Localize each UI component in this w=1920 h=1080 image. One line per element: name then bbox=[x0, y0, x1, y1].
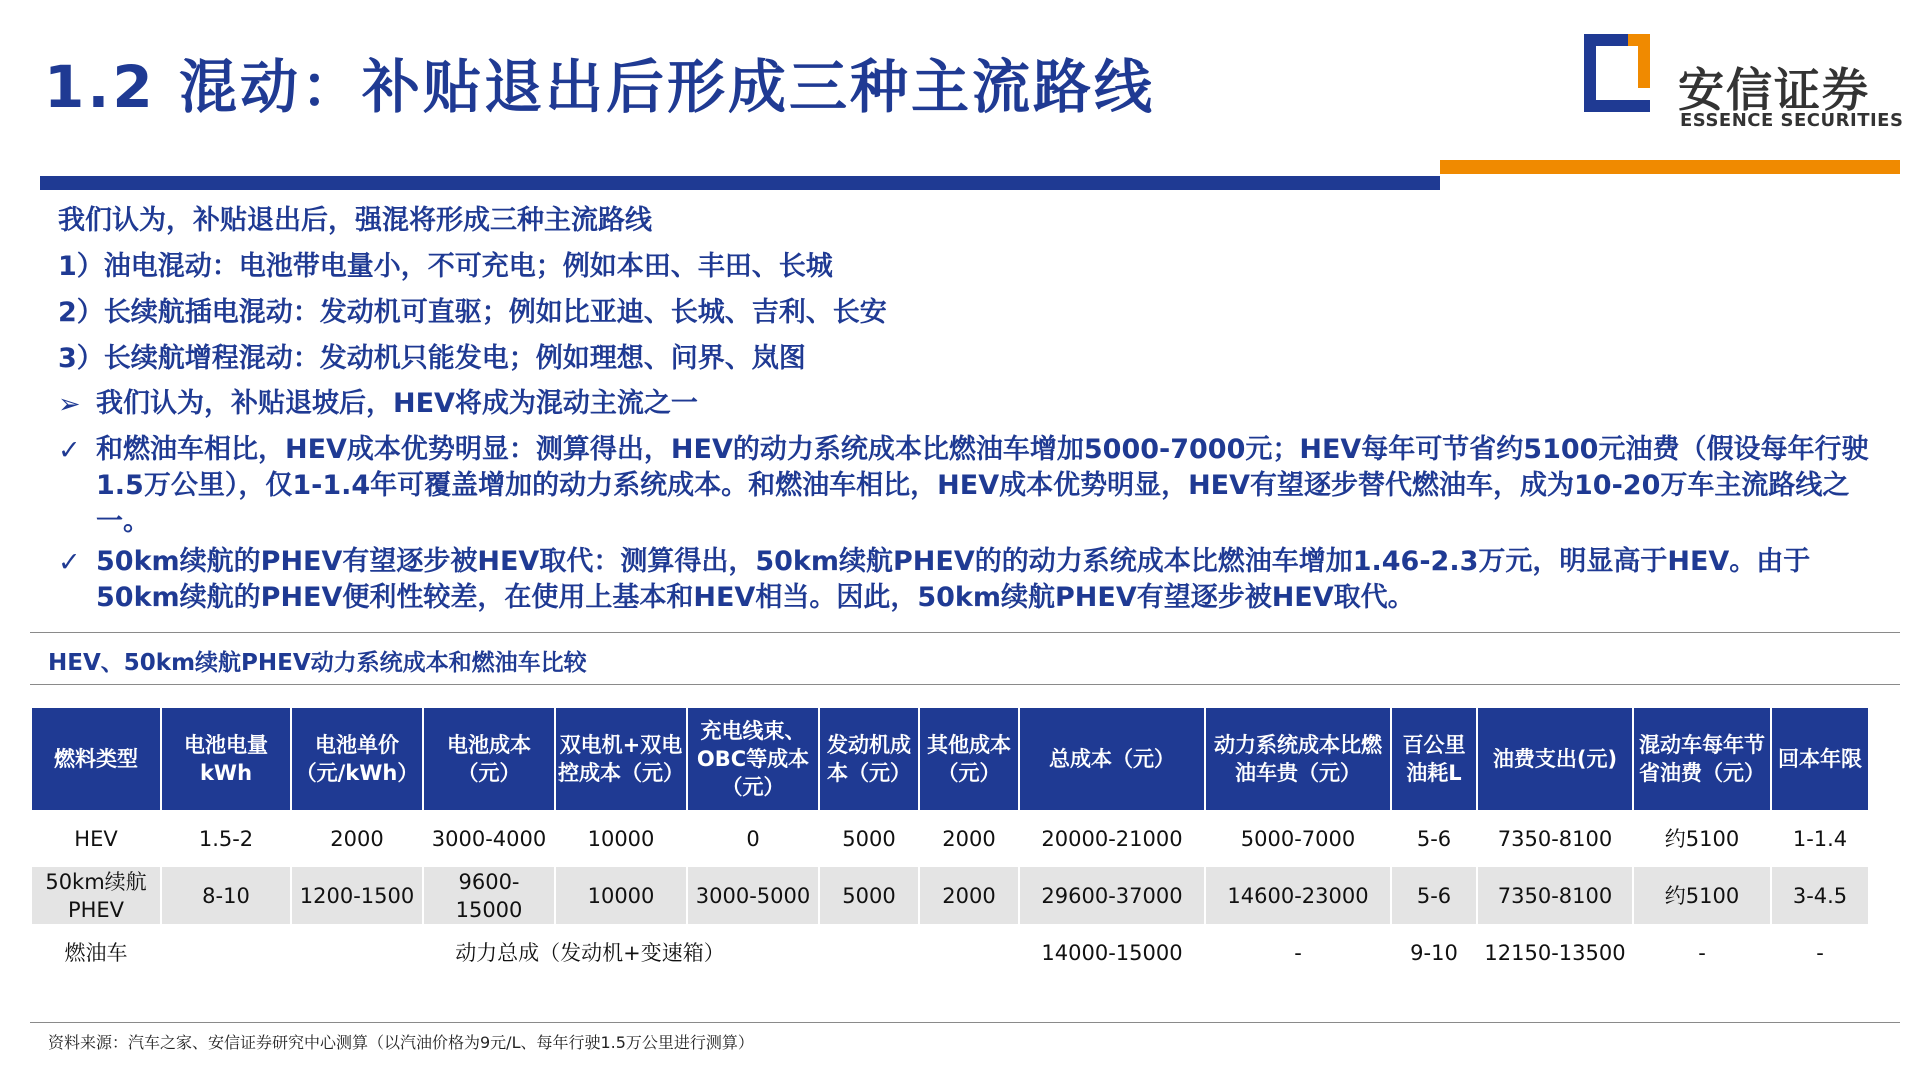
header-cell: 总成本（元） bbox=[1020, 708, 1204, 810]
table-title: HEV、50km续航PHEV动力系统成本和燃油车比较 bbox=[48, 650, 587, 676]
table-cell: 12150-13500 bbox=[1484, 940, 1626, 965]
table-cell: 10000 bbox=[556, 867, 686, 924]
table-cell: 5000 bbox=[842, 826, 896, 851]
check-point-text: 和燃油车相比，HEV成本优势明显：测算得出，HEV的动力系统成本比燃油车增加5000-7000元；HEV每年可节省约5100元油费（假设每年行驶1.5万公里），仅1-1.4年可覆盖增加的动力系统成本。和燃油车相比，HEV成本优势明显，HEV有望逐步替代燃油车，成为10-20万车主流路线之一。 bbox=[96, 434, 1869, 537]
logo-subtext: ESSENCE SECURITIES bbox=[1680, 110, 1904, 131]
header-cell: 混动车每年节省油费（元） bbox=[1634, 708, 1770, 810]
table-cell: 14000-15000 bbox=[1041, 940, 1183, 965]
check-bullet bbox=[58, 428, 1888, 540]
header-cell: 油费支出(元) bbox=[1478, 708, 1632, 810]
table-cell: 2000 bbox=[920, 867, 1018, 924]
table-cell: 2000 bbox=[942, 826, 996, 851]
table-cell: 3000-5000 bbox=[688, 867, 818, 924]
table-row bbox=[32, 810, 1868, 867]
table-merged-cell: 动力总成（发动机+变速箱） bbox=[455, 940, 725, 965]
check-icon: ✓ bbox=[58, 547, 81, 578]
table-cell: 0 bbox=[746, 826, 760, 851]
header-cell: 电池成本（元） bbox=[424, 708, 554, 810]
check-bullet bbox=[58, 540, 1888, 616]
header-accent-bar bbox=[1440, 160, 1900, 174]
header-cell: 其他成本（元） bbox=[920, 708, 1018, 810]
table-cell: 5000-7000 bbox=[1240, 826, 1356, 851]
header-divider-bar bbox=[40, 176, 1440, 190]
table-title-bottom-rule bbox=[30, 684, 1900, 685]
header-cell: 电池单价（元/kWh） bbox=[292, 708, 422, 810]
arrow-icon: ➢ bbox=[58, 389, 81, 420]
table-cell: 14600-23000 bbox=[1206, 867, 1390, 924]
page-title: 1.2 混动：补贴退出后形成三种主流路线 bbox=[44, 53, 1155, 121]
table-cell: 3-4.5 bbox=[1772, 867, 1868, 924]
route-item: 3）长续航增程混动：发动机只能发电；例如理想、问界、岚图 bbox=[58, 343, 806, 374]
check-icon: ✓ bbox=[58, 435, 81, 466]
header-cell: 回本年限 bbox=[1772, 708, 1868, 810]
table-cell: 1.5-2 bbox=[198, 826, 254, 851]
table-row bbox=[32, 924, 1868, 981]
table-cell: 5-6 bbox=[1416, 826, 1452, 851]
table-row bbox=[32, 867, 1868, 924]
route-item: 2）长续航插电混动：发动机可直驱；例如比亚迪、长城、吉利、长安 bbox=[58, 297, 887, 328]
table-title-top-rule bbox=[30, 632, 1900, 633]
arrow-bullet bbox=[58, 382, 1888, 428]
table-cell: 约5100 bbox=[1664, 826, 1740, 851]
table-cell: 10000 bbox=[587, 826, 655, 851]
table-cell: 约5100 bbox=[1634, 867, 1770, 924]
cost-comparison-table bbox=[30, 708, 1870, 981]
table-cell: 5000 bbox=[820, 867, 918, 924]
route-item: 1）油电混动：电池带电量小，不可充电；例如本田、丰田、长城 bbox=[58, 251, 833, 282]
table-cell: HEV bbox=[74, 826, 118, 851]
logo-text: 安信证券 bbox=[1678, 63, 1870, 117]
body-content bbox=[58, 198, 1888, 616]
header-cell: 发动机成本（元） bbox=[820, 708, 918, 810]
table-cell: 50km续航PHEV bbox=[32, 867, 160, 924]
header-cell: 燃料类型 bbox=[32, 708, 160, 810]
table-cell: 8-10 bbox=[162, 867, 290, 924]
header-cell: 电池电量kWh bbox=[162, 708, 290, 810]
table-cell: 燃油车 bbox=[64, 940, 128, 965]
table-cell: 3000-4000 bbox=[431, 826, 547, 851]
table-cell: 2000 bbox=[330, 826, 384, 851]
check-point-text: 50km续航的PHEV有望逐步被HEV取代：测算得出，50km续航PHEV的的动力系统成本比燃油车增加1.46-2.3万元，明显高于HEV。由于50km续航的PHEV便利性较差，在使用上基本和HEV相当。因此，50km续航PHEV有望逐步被HEV取代。 bbox=[96, 546, 1811, 613]
table-cell: 1-1.4 bbox=[1792, 826, 1848, 851]
header-cell: 动力系统成本比燃油车贵（元） bbox=[1206, 708, 1390, 810]
table-cell: 7350-8100 bbox=[1497, 826, 1613, 851]
footer-rule bbox=[30, 1022, 1900, 1023]
header-cell: 双电机+双电控成本（元） bbox=[556, 708, 686, 810]
table-cell: - bbox=[1816, 940, 1824, 965]
table-cell: - bbox=[1698, 940, 1706, 965]
table-cell: 5-6 bbox=[1392, 867, 1476, 924]
table-cell: 20000-21000 bbox=[1041, 826, 1183, 851]
table-cell: 1200-1500 bbox=[292, 867, 422, 924]
table-cell: 7350-8100 bbox=[1478, 867, 1632, 924]
table-cell: - bbox=[1294, 940, 1302, 965]
table-header-row bbox=[32, 708, 1868, 810]
table-cell: 29600-37000 bbox=[1020, 867, 1204, 924]
intro-text: 我们认为，补贴退出后，强混将形成三种主流路线 bbox=[58, 205, 652, 236]
source-note: 资料来源：汽车之家、安信证券研究中心测算（以汽油价格为9元/L、每年行驶1.5万公里进行测算） bbox=[48, 1033, 754, 1052]
header-cell: 充电线束、OBC等成本（元） bbox=[688, 708, 818, 810]
arrow-point-text: 我们认为，补贴退坡后，HEV将成为混动主流之一 bbox=[96, 388, 698, 419]
table-cell: 9600-15000 bbox=[424, 867, 554, 924]
table-cell: 9-10 bbox=[1410, 940, 1458, 965]
header-cell: 百公里油耗L bbox=[1392, 708, 1476, 810]
